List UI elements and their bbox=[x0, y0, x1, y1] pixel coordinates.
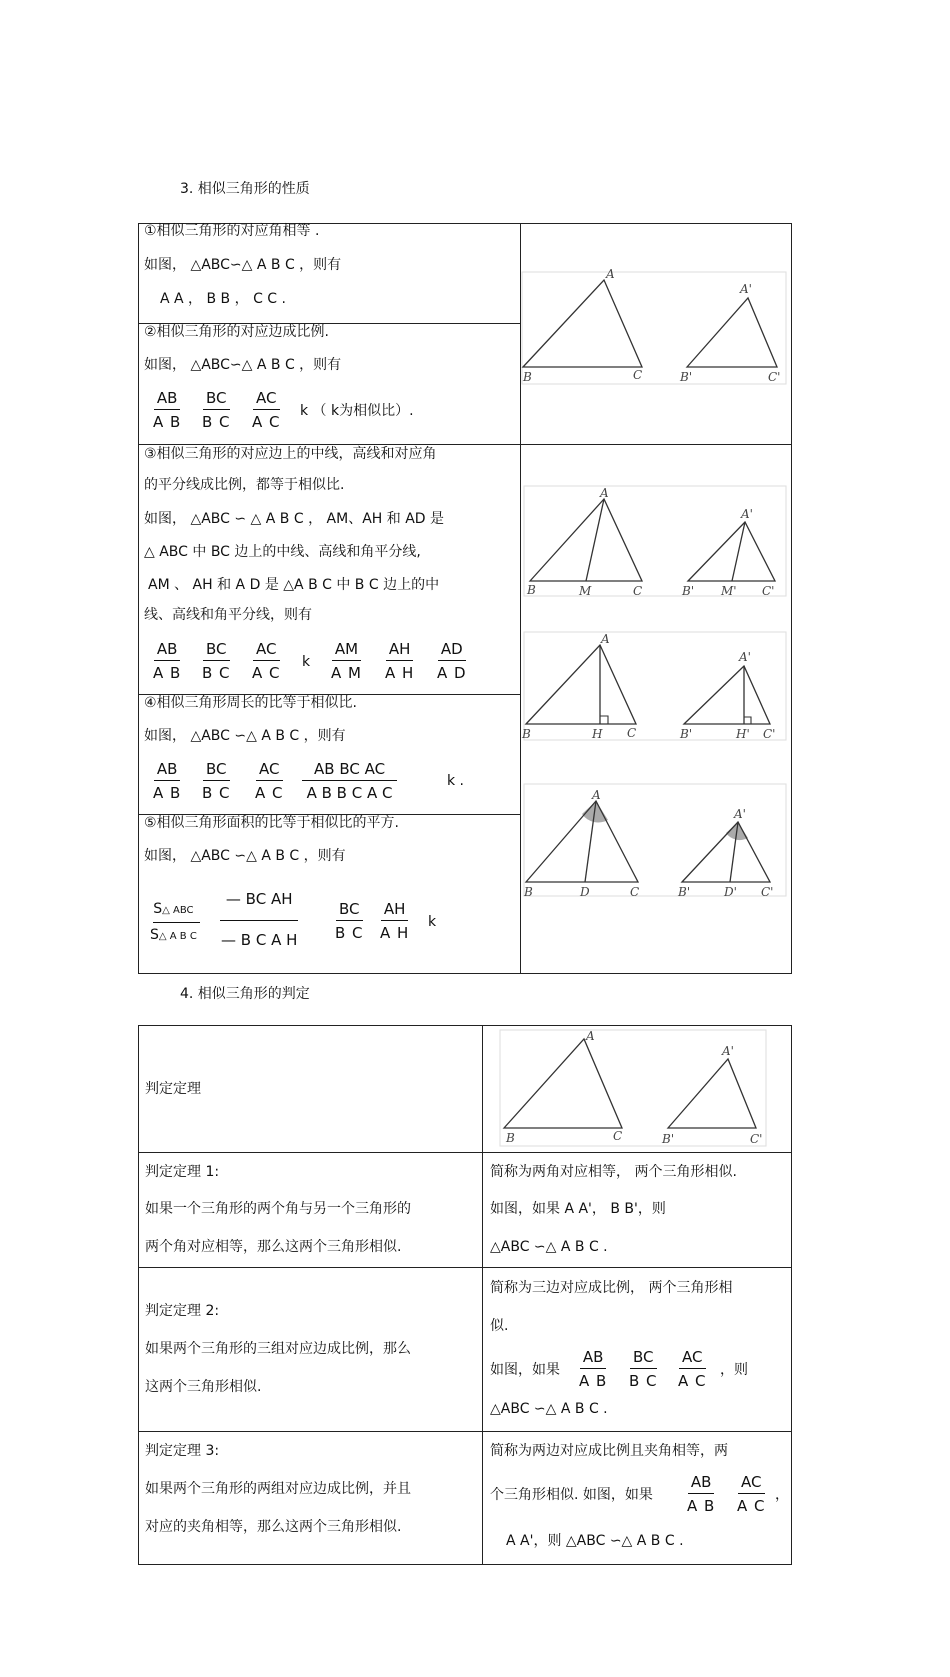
criterion3-condition-suffix: ， bbox=[775, 1487, 789, 1503]
criterion2-condition-suffix: ，则 bbox=[720, 1362, 748, 1378]
property1-title: ①相似三角形的对应角相等 . bbox=[144, 223, 320, 239]
label-H-prime: H' bbox=[736, 727, 750, 741]
label-A-prime: A' bbox=[734, 807, 746, 821]
figure-median bbox=[520, 484, 790, 599]
label-A-prime: A' bbox=[740, 282, 752, 296]
label-C: C bbox=[633, 368, 643, 382]
criterion2-condition-prefix: 如图，如果 bbox=[490, 1362, 560, 1378]
label-H: H bbox=[592, 727, 603, 741]
fraction: $\frac{AC}{\text{A C}}$ bbox=[678, 1348, 707, 1390]
figure-criteria-triangles bbox=[492, 1028, 774, 1150]
label-C: C bbox=[633, 584, 643, 598]
label-B: B bbox=[506, 1131, 515, 1145]
fraction: $\frac{AH}{\text{A H}}$ bbox=[385, 640, 415, 682]
label-C: C bbox=[613, 1129, 623, 1143]
label-B-prime: B' bbox=[680, 370, 693, 384]
property1-line1: 如图， △ABC∽△ A B C ，则有 bbox=[144, 257, 342, 273]
label-M-prime: M' bbox=[721, 584, 737, 598]
fraction: $\frac{AB}{\text{A B}}$ bbox=[687, 1473, 716, 1515]
label-B-prime: B' bbox=[680, 727, 693, 741]
property5-line1: 如图， △ABC ∽△ A B C ，则有 bbox=[144, 848, 346, 864]
criteria-header-label: 判定定理 bbox=[145, 1081, 201, 1097]
fraction: $\frac{AC}{\text{A C}}$ bbox=[252, 389, 281, 431]
label-C-prime: C' bbox=[761, 885, 774, 899]
label-B: B bbox=[527, 583, 536, 597]
label-B-prime: B' bbox=[678, 885, 691, 899]
property3-line4: 线、高线和角平分线，则有 bbox=[144, 607, 312, 623]
area-middle-fraction: $\frac{\text{— BC AH}}{\text{— B C A H}}$ bbox=[221, 890, 298, 949]
property4-title: ④相似三角形周长的比等于相似比. bbox=[144, 695, 358, 711]
fraction: $\frac{AH}{\text{A H}}$ bbox=[380, 900, 410, 942]
property2-title: ②相似三角形的对应边成比例. bbox=[144, 324, 330, 340]
criterion3-title: 判定定理 3: bbox=[145, 1443, 220, 1459]
label-A-prime: A' bbox=[739, 650, 751, 664]
property3-title2: 的平分线成比例，都等于相似比. bbox=[144, 477, 345, 493]
label-D: D bbox=[580, 885, 590, 899]
label-A: A bbox=[601, 632, 610, 646]
criterion2-line2: 这两个三角形相似. bbox=[145, 1379, 262, 1395]
property4-tail: k . bbox=[447, 773, 465, 789]
criterion1-condition: 如图，如果 A A'， B B'，则 bbox=[490, 1201, 666, 1217]
label-A: A bbox=[586, 1029, 595, 1043]
figure-angle-bisector bbox=[520, 782, 790, 902]
property3-line1: 如图， △ABC ∽ △ A B C ， AM、AH 和 AD 是 bbox=[144, 511, 445, 527]
figure-altitude bbox=[520, 630, 790, 745]
label-C: C bbox=[630, 885, 640, 899]
label-D-prime: D' bbox=[724, 885, 737, 899]
fraction: $\frac{BC}{\text{B C}}$ bbox=[202, 760, 231, 802]
property2-tail: k （ k为相似比）. bbox=[300, 403, 414, 419]
figure-similar-triangles bbox=[520, 262, 790, 392]
fraction: $\frac{AC}{\text{A C}}$ bbox=[737, 1473, 766, 1515]
label-B: B bbox=[522, 727, 531, 741]
criterion2-result: △ABC ∽△ A B C . bbox=[490, 1401, 608, 1417]
criterion3-line1: 如果两个三角形的两组对应边成比例，并且 bbox=[145, 1481, 411, 1497]
criterion1-line2: 两个角对应相等，那么这两个三角形相似. bbox=[145, 1239, 402, 1255]
fraction: $\frac{BC}{\text{B C}}$ bbox=[202, 389, 231, 431]
section3-heading: 3. 相似三角形的性质 bbox=[180, 181, 310, 197]
label-B-prime: B' bbox=[662, 1132, 675, 1146]
label-A-prime: A' bbox=[741, 507, 753, 521]
property5-tail: k bbox=[428, 914, 437, 930]
property4-line1: 如图， △ABC ∽△ A B C ，则有 bbox=[144, 728, 346, 744]
criterion1-title: 判定定理 1: bbox=[145, 1164, 220, 1180]
property2-line1: 如图， △ABC∽△ A B C ，则有 bbox=[144, 357, 342, 373]
criterion3-line2: 对应的夹角相等，那么这两个三角形相似. bbox=[145, 1519, 402, 1535]
label-M: M bbox=[579, 584, 592, 598]
label-A: A bbox=[600, 486, 609, 500]
label-C-prime: C' bbox=[750, 1132, 763, 1146]
fraction: $\frac{AB}{\text{A B}}$ bbox=[153, 389, 182, 431]
fraction: $\frac{AB}{\text{A B}}$ bbox=[153, 760, 182, 802]
criterion3-condition-prefix: 个三角形相似. 如图，如果 bbox=[490, 1487, 653, 1503]
label-B-prime: B' bbox=[682, 584, 695, 598]
property3-line2: △ ABC 中 BC 边上的中线、高线和角平分线, bbox=[144, 544, 421, 560]
fraction: $\frac{AB}{\text{A B}}$ bbox=[579, 1348, 608, 1390]
criteria-table-divider bbox=[482, 1025, 483, 1565]
criterion2-line1: 如果两个三角形的三组对应边成比例，那么 bbox=[145, 1341, 411, 1357]
fraction: $\frac{AC}{\text{A C}}$ bbox=[255, 760, 284, 802]
label-C-prime: C' bbox=[763, 727, 776, 741]
label-A-prime: A' bbox=[722, 1044, 734, 1058]
property1-line2: A A ， B B ， C C . bbox=[160, 291, 286, 307]
property3-k: k bbox=[302, 654, 311, 670]
fraction: $\frac{AB}{\text{A B}}$ bbox=[153, 640, 182, 682]
property3-line3: AM 、 AH 和 A D 是 △A B C 中 B C 边上的中 bbox=[148, 577, 440, 593]
criterion3-summary: 简称为两边对应成比例且夹角相等，两 bbox=[490, 1443, 728, 1459]
criterion1-summary: 简称为两角对应相等， 两个三角形相似. bbox=[490, 1164, 737, 1180]
fraction: $\frac{AM}{\text{A M}}$ bbox=[331, 640, 362, 682]
label-B: B bbox=[524, 885, 533, 899]
label-A: A bbox=[592, 788, 601, 802]
label-C: C bbox=[627, 726, 637, 740]
criterion2-summary-cont: 似. bbox=[490, 1318, 509, 1334]
fraction: $\frac{BC}{\text{B C}}$ bbox=[629, 1348, 658, 1390]
fraction: $\frac{BC}{\text{B C}}$ bbox=[202, 640, 231, 682]
property3-title: ③相似三角形的对应边上的中线，高线和对应角 bbox=[144, 446, 437, 462]
criterion1-result: △ABC ∽△ A B C . bbox=[490, 1239, 608, 1255]
property5-title: ⑤相似三角形面积的比等于相似比的平方. bbox=[144, 815, 399, 831]
criterion3-result: A A'，则 △ABC ∽△ A B C . bbox=[506, 1533, 684, 1549]
label-C-prime: C' bbox=[762, 584, 775, 598]
fraction: $\frac{BC}{\text{B C}}$ bbox=[335, 900, 364, 942]
label-B: B bbox=[523, 370, 532, 384]
criterion1-line1: 如果一个三角形的两个角与另一个三角形的 bbox=[145, 1201, 411, 1217]
perimeter-fraction: $\frac{\text{AB BC AC}}{\text{A B B C A C}}$ bbox=[302, 760, 397, 802]
criterion2-title: 判定定理 2: bbox=[145, 1303, 220, 1319]
fraction: $\frac{AC}{\text{A C}}$ bbox=[252, 640, 281, 682]
criterion2-summary: 简称为三边对应成比例， 两个三角形相 bbox=[490, 1280, 733, 1296]
label-A: A bbox=[606, 267, 615, 281]
fraction: $\frac{AD}{\text{A D}}$ bbox=[437, 640, 467, 682]
label-C-prime: C' bbox=[768, 370, 781, 384]
section4-heading: 4. 相似三角形的判定 bbox=[180, 986, 310, 1002]
area-ratio-fraction: S△ ABC S△ A B C bbox=[150, 900, 203, 946]
